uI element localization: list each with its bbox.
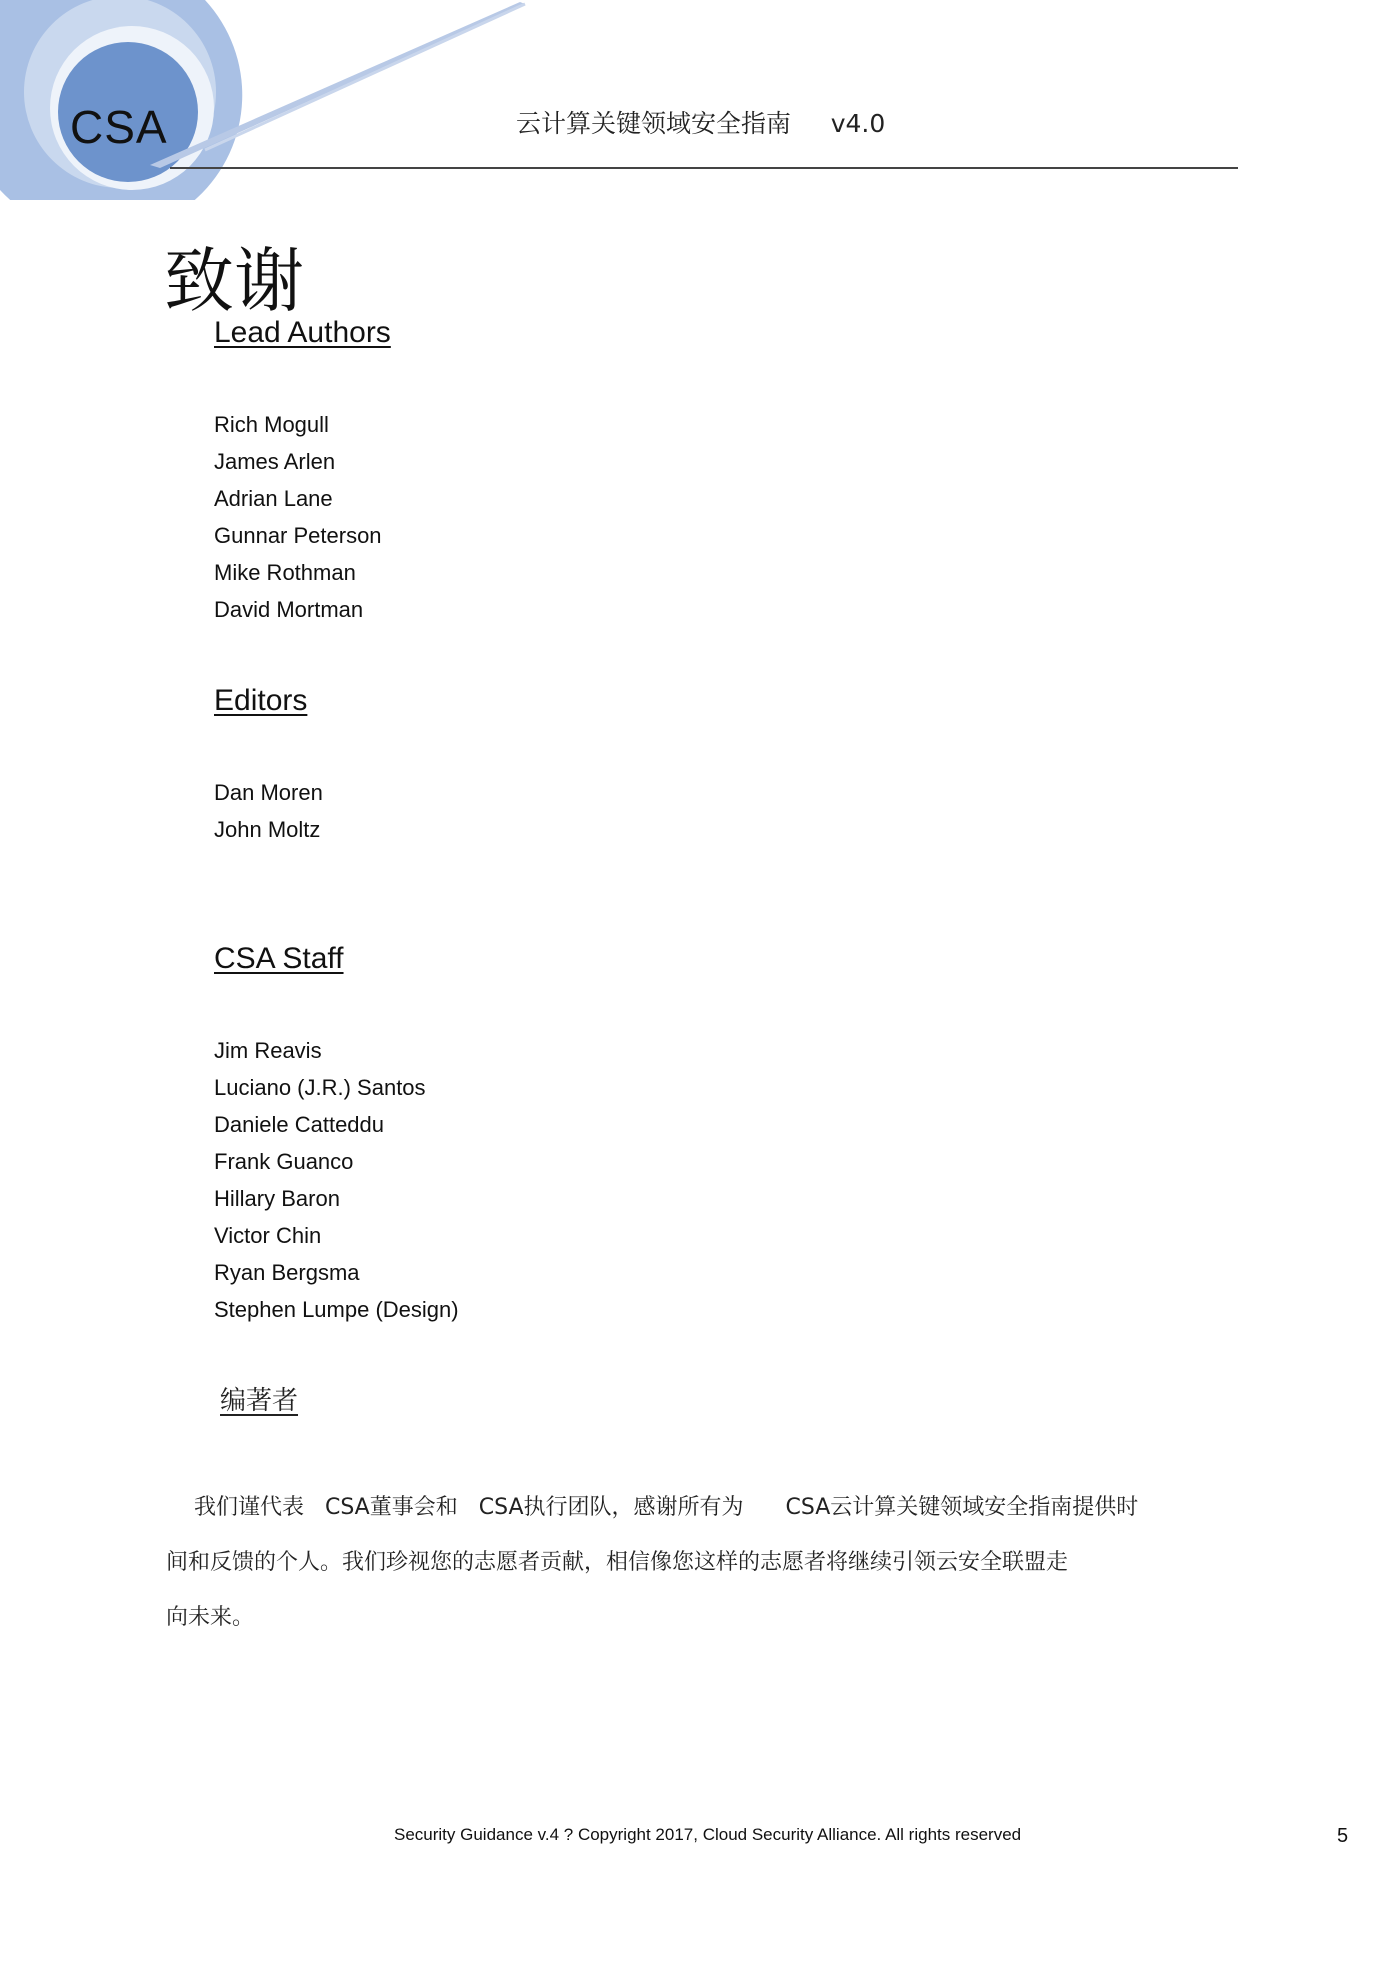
acknowledgement-paragraph [166,1480,1226,1645]
list-item: Rich Mogull [214,412,329,437]
paragraph-line: 间和反馈的个人。我们珍视您的志愿者贡献，相信像您这样的志愿者将继续引领云安全联盟走 [166,1550,1069,1575]
header-rule [170,167,1238,169]
lead-authors-heading: Lead Authors [214,316,391,349]
header-title: 云计算关键领域安全指南 v4.0 [516,109,886,138]
editors-heading: Editors [214,684,308,717]
paragraph-line: 向未来。 [166,1605,255,1630]
page-title: 致谢 [164,239,304,322]
list-item: Luciano (J.R.) Santos [214,1075,426,1100]
list-item: Hillary Baron [214,1186,340,1211]
list-item: Mike Rothman [214,560,356,585]
page-number: 5 [1337,1825,1349,1847]
list-item: Ryan Bergsma [214,1260,360,1285]
list-item: David Mortman [214,597,364,622]
list-item: Daniele Catteddu [214,1112,385,1137]
lead-authors-list [214,406,382,628]
list-item: Stephen Lumpe (Design) [214,1297,459,1322]
paragraph-line: 我们谨代表 CSA董事会和 CSA执行团队，感谢所有为 CSA云计算关键领域安全指南提供时 [166,1495,1139,1520]
logo-text: CSA [70,101,168,153]
list-item: Victor Chin [214,1223,322,1248]
csa-staff-heading: CSA Staff [214,942,344,975]
list-item: Gunnar Peterson [214,523,382,548]
list-item: Dan Moren [214,780,323,805]
list-item: Jim Reavis [214,1038,322,1063]
compilers-heading: 编著者 [220,1386,299,1416]
csa-staff-list [214,1032,459,1328]
list-item: Adrian Lane [214,486,333,511]
footer-copyright: Security Guidance v.4 ? Copyright 2017, Cloud Security Alliance. All rights reserved [394,1825,1022,1844]
list-item: Frank Guanco [214,1149,354,1174]
editors-list [214,774,323,848]
list-item: James Arlen [214,449,336,474]
list-item: John Moltz [214,817,321,842]
